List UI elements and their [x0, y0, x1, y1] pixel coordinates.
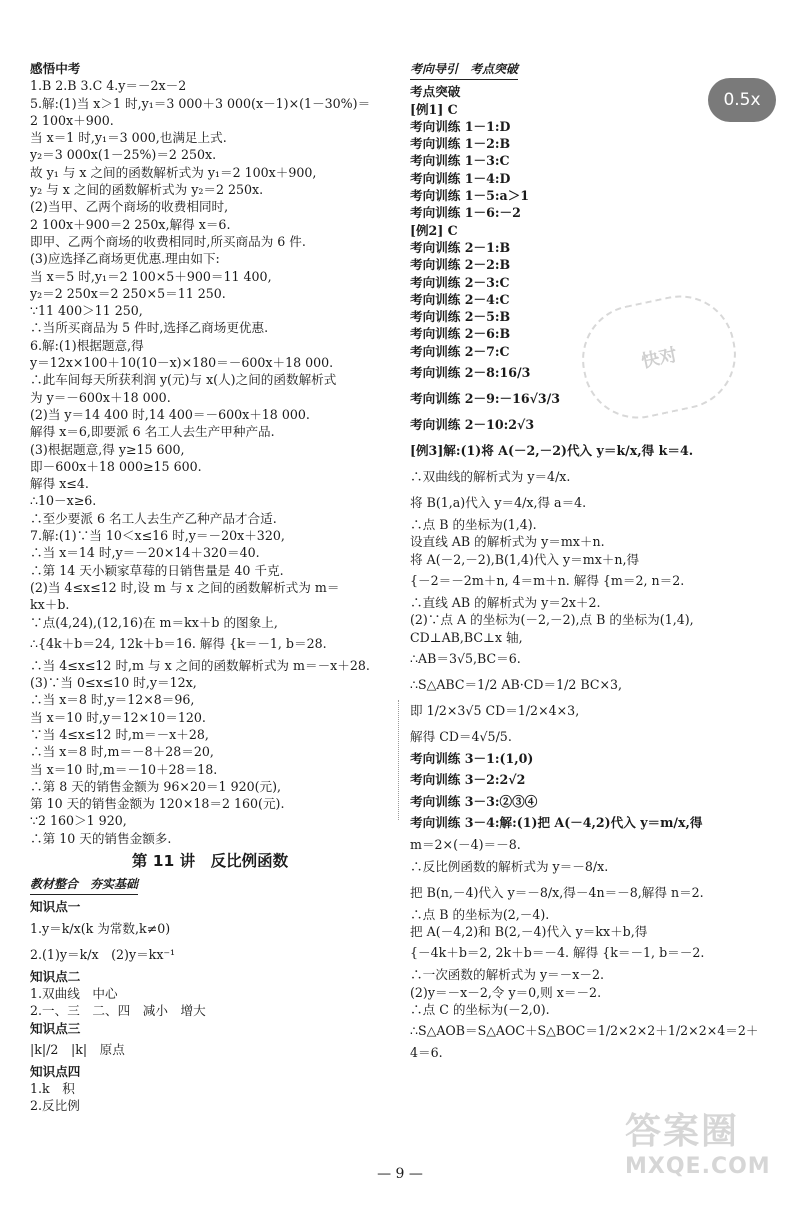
solution-line: 将 A(－2,－2),B(1,4)代入 y＝mx＋n,得 — [410, 551, 640, 567]
solution-line: ∴S△ABC＝1/2 AB·CD＝1/2 BC×3, — [410, 676, 623, 692]
answer-line: y₂＝2 250x＝2 250×5＝11 250. — [30, 285, 226, 301]
solution-line: 将 B(1,a)代入 y＝4/x,得 a＝4. — [410, 495, 587, 511]
knowledge-point-2-heading: 知识点二 — [30, 968, 81, 984]
exercise-answer-line: 考向训练 2－1:B — [410, 239, 511, 255]
answer-line: 解得 x≤4. — [30, 476, 89, 492]
knowledge-line: 2.(1)y＝k/x (2)y＝kx⁻¹ — [30, 946, 176, 962]
knowledge-line: 1.双曲线 中心 — [30, 985, 118, 1001]
answer-line: 故 y₁ 与 x 之间的函数解析式为 y₁＝2 100x＋900, — [30, 164, 317, 180]
section-heading-gan-wu: 感悟中考 — [30, 61, 81, 76]
answer-line: 6.解:(1)根据题意,得 — [30, 337, 144, 353]
exercise-answer-line: [例1] C — [410, 101, 458, 117]
left-column — [30, 60, 390, 1115]
right-solution-lines — [410, 360, 780, 1061]
answer-line: ∵点(4,24),(12,16)在 m＝kx＋b 的图象上, — [30, 614, 278, 630]
solution-line: ∴点 C 的坐标为(－2,0). — [410, 1001, 550, 1017]
solution-line: ∴AB＝3√5,BC＝6. — [410, 650, 521, 666]
answer-line: 2 100x＋900. — [30, 112, 114, 128]
answer-line: ∴当 4≤x≤12 时,m 与 x 之间的函数解析式为 m＝－x＋28. — [30, 657, 370, 673]
knowledge-point-1-lines — [30, 916, 390, 968]
watermark-logo-small: MXQE.COM — [625, 1154, 771, 1179]
solution-line: 考向训练 3－3:②③④ — [410, 794, 538, 810]
answer-line: y＝12x×100＋10(10－x)×180＝－600x＋18 000. — [30, 355, 334, 371]
solution-line: 即 1/2×3√5 CD＝1/2×4×3, — [410, 702, 580, 718]
answer-line: 当 x＝1 时,y₁＝3 000,也满足上式. — [30, 130, 227, 146]
knowledge-line: 1.y＝k/x(k 为常数,k≠0) — [30, 920, 171, 936]
solution-line: 解得 CD＝4√5/5. — [410, 728, 512, 744]
answer-line: 5.解:(1)当 x＞1 时,y₁＝3 000＋3 000(x－1)×(1－30%)＝ — [30, 95, 371, 111]
answer-line: ∴10－x≥6. — [30, 493, 97, 509]
left-answer-lines — [30, 77, 390, 847]
solution-line: 考向训练 3－1:(1,0) — [410, 750, 534, 766]
exercise-answer-line: 考向训练 2－5:B — [410, 309, 511, 325]
solution-line: ∴反比例函数的解析式为 y＝－8/x. — [410, 858, 609, 874]
solution-line: 把 B(n,－4)代入 y＝－8/x,得－4n＝－8,解得 n＝2. — [410, 884, 704, 900]
answer-line: 为 y＝－600x＋18 000. — [30, 389, 171, 405]
answer-line: ∴当 x＝14 时,y＝－20×14＋320＝40. — [30, 545, 260, 561]
answer-line: ∴第 8 天的销售金额为 96×20＝1 920(元), — [30, 778, 282, 794]
answer-line: ∴{4k＋b＝24, 12k＋b＝16. 解得 {k＝－1, b＝28. — [30, 635, 327, 651]
answer-line: kx＋b. — [30, 597, 70, 613]
exercise-answer-line: 考向训练 2－3:C — [410, 274, 510, 290]
exercise-answer-line: 考向训练 1－6:－2 — [410, 205, 521, 221]
answer-line: 即甲、乙两个商场的收费相同时,所买商品为 6 件. — [30, 233, 306, 249]
knowledge-line: 2.反比例 — [30, 1098, 80, 1114]
answer-line: (3)根据题意,得 y≥15 600, — [30, 441, 185, 457]
answer-line: y₂ 与 x 之间的函数解析式为 y₂＝2 250x. — [30, 182, 264, 198]
answer-line: ∵11 400＞11 250, — [30, 303, 143, 319]
answer-line: ∴第 10 天的销售金额多. — [30, 830, 172, 846]
answer-line: y₂＝3 000x(1－25%)＝2 250x. — [30, 147, 217, 163]
solution-line: (2)∵点 A 的坐标为(－2,－2),点 B 的坐标为(1,4), — [410, 612, 694, 628]
solution-line: [例3]解:(1)将 A(－2,－2)代入 y＝k/x,得 k＝4. — [410, 443, 694, 459]
solution-line: 设直线 AB 的解析式为 y＝mx＋n. — [410, 534, 605, 550]
column-divider — [398, 700, 400, 820]
answer-line: 当 x＝10 时,y＝12×10＝120. — [30, 709, 206, 725]
answer-line: 当 x＝5 时,y₁＝2 100×5＋900＝11 400, — [30, 268, 272, 284]
answer-line: (3)∵当 0≤x≤10 时,y＝12x, — [30, 675, 197, 691]
knowledge-point-1-heading: 知识点一 — [30, 899, 81, 915]
exercise-answer-line: 考向训练 1－4:D — [410, 170, 511, 186]
exercise-answer-line: 考向训练 2－2:B — [410, 257, 511, 273]
knowledge-point-3-lines — [30, 1037, 390, 1063]
left-banner: 教材整合 夯实基础 — [30, 876, 138, 895]
right-column — [410, 60, 780, 1062]
solution-line: (2)y＝－x－2,令 y＝0,则 x＝－2. — [410, 984, 602, 1000]
solution-line: 考向训练 3－4:解:(1)把 A(－4,2)代入 y＝m/x,得 — [410, 815, 703, 831]
watermark-logo-big: 答案圈 — [625, 1111, 740, 1152]
solution-line: {－4k＋b＝2, 2k＋b＝－4. 解得 {k＝－1, b＝－2. — [410, 945, 705, 961]
answer-line: 当 x＝10 时,m＝－10＋28＝18. — [30, 761, 218, 777]
page-number: — 9 — — [377, 1166, 423, 1182]
answer-line: ∴当 x＝8 时,m＝－8＋28＝20, — [30, 744, 214, 760]
answer-line: (2)当 y＝14 400 时,14 400＝－600x＋18 000. — [30, 406, 310, 422]
solution-line: 考向训练 2－9:－16√3/3 — [410, 391, 561, 407]
answer-line: ∴当所买商品为 5 件时,选择乙商场更优惠. — [30, 320, 269, 336]
answer-line: 即－600x＋18 000≥15 600. — [30, 458, 202, 474]
answer-line: (2)当甲、乙两个商场的收费相同时, — [30, 199, 229, 215]
solution-line: 考向训练 3－2:2√2 — [410, 772, 526, 788]
lecture-title: 第 11 讲 反比例函数 — [131, 852, 289, 871]
solution-line: ∴一次函数的解析式为 y＝－x－2. — [410, 967, 604, 983]
solution-line: CD⊥AB,BC⊥x 轴, — [410, 629, 523, 645]
answer-line: ∵当 4≤x≤12 时,m＝－x＋28, — [30, 726, 209, 742]
solution-line: 考向训练 2－8:16/3 — [410, 365, 531, 381]
answer-line: ∴第 14 天小颖家草莓的日销售量是 40 千克. — [30, 562, 284, 578]
answer-line: ∵2 160＞1 920, — [30, 813, 127, 829]
exercise-answer-line: 考向训练 2－4:C — [410, 291, 510, 307]
knowledge-line: |k|/2 |k| 原点 — [30, 1041, 125, 1057]
solution-line: ∴双曲线的解析式为 y＝4/x. — [410, 469, 571, 485]
knowledge-line: 1.k 积 — [30, 1081, 75, 1097]
exercise-answer-line: 考向训练 2－7:C — [410, 343, 510, 359]
solution-line: ∴S△AOB＝S△AOC＋S△BOC＝1/2×2×2＋1/2×2×4＝2＋ — [410, 1023, 759, 1039]
answer-line: ∴当 x＝8 时,y＝12×8＝96, — [30, 692, 195, 708]
answer-line: 第 10 天的销售金额为 120×18＝2 160(元). — [30, 796, 285, 812]
answer-line: (3)应选择乙商场更优惠.理由如下: — [30, 251, 220, 267]
answer-line: ∴此车间每天所获利润 y(元)与 x(人)之间的函数解析式 — [30, 372, 337, 388]
answer-line: ∴至少要派 6 名工人去生产乙种产品才合适. — [30, 510, 277, 526]
answer-line: 7.解:(1)∵当 10＜x≤16 时,y＝－20x＋320, — [30, 528, 285, 544]
answer-line: 2 100x＋900＝2 250x,解得 x＝6. — [30, 216, 231, 232]
answer-line: 解得 x＝6,即要派 6 名工人去生产甲种产品. — [30, 424, 275, 440]
knowledge-line: 2.一、三 二、四 减小 增大 — [30, 1003, 206, 1019]
knowledge-point-2-lines — [30, 985, 390, 1020]
solution-line: 考向训练 2－10:2√3 — [410, 417, 535, 433]
exercise-answer-line: 考向训练 1－5:a＞1 — [410, 188, 530, 204]
answer-line: 1.B 2.B 3.C 4.y＝－2x－2 — [30, 78, 187, 94]
exercise-answer-line: 考向训练 1－2:B — [410, 136, 511, 152]
exercise-answer-line: 考向训练 2－6:B — [410, 326, 511, 342]
solution-line: ∴点 B 的坐标为(1,4). — [410, 517, 537, 533]
solution-line: m＝2×(－4)＝－8. — [410, 837, 521, 853]
solution-line: 4＝6. — [410, 1045, 443, 1061]
knowledge-point-4-heading: 知识点四 — [30, 1063, 81, 1079]
knowledge-point-4-lines — [30, 1080, 390, 1115]
section-heading-kao-dian: 考点突破 — [410, 84, 461, 100]
playback-speed-button[interactable]: 0.5x — [708, 78, 776, 122]
exercise-answer-line: 考向训练 1－1:D — [410, 118, 511, 134]
solution-line: ∴直线 AB 的解析式为 y＝2x＋2. — [410, 594, 601, 610]
solution-line: ∴点 B 的坐标为(2,－4). — [410, 906, 550, 922]
solution-line: 把 A(－4,2)和 B(2,－4)代入 y＝kx＋b,得 — [410, 924, 648, 940]
solution-line: {－2＝－2m＋n, 4＝m＋n. 解得 {m＝2, n＝2. — [410, 572, 685, 588]
exercise-answer-line: 考向训练 1－3:C — [410, 153, 510, 169]
kuaidui-stamp-watermark: 快对 — [572, 285, 746, 429]
answer-line: (2)当 4≤x≤12 时,设 m 与 x 之间的函数解析式为 m＝ — [30, 579, 340, 595]
exercise-answer-line: [例2] C — [410, 222, 458, 238]
right-banner: 考向导引 考点突破 — [410, 61, 518, 80]
knowledge-point-3-heading: 知识点三 — [30, 1020, 81, 1036]
